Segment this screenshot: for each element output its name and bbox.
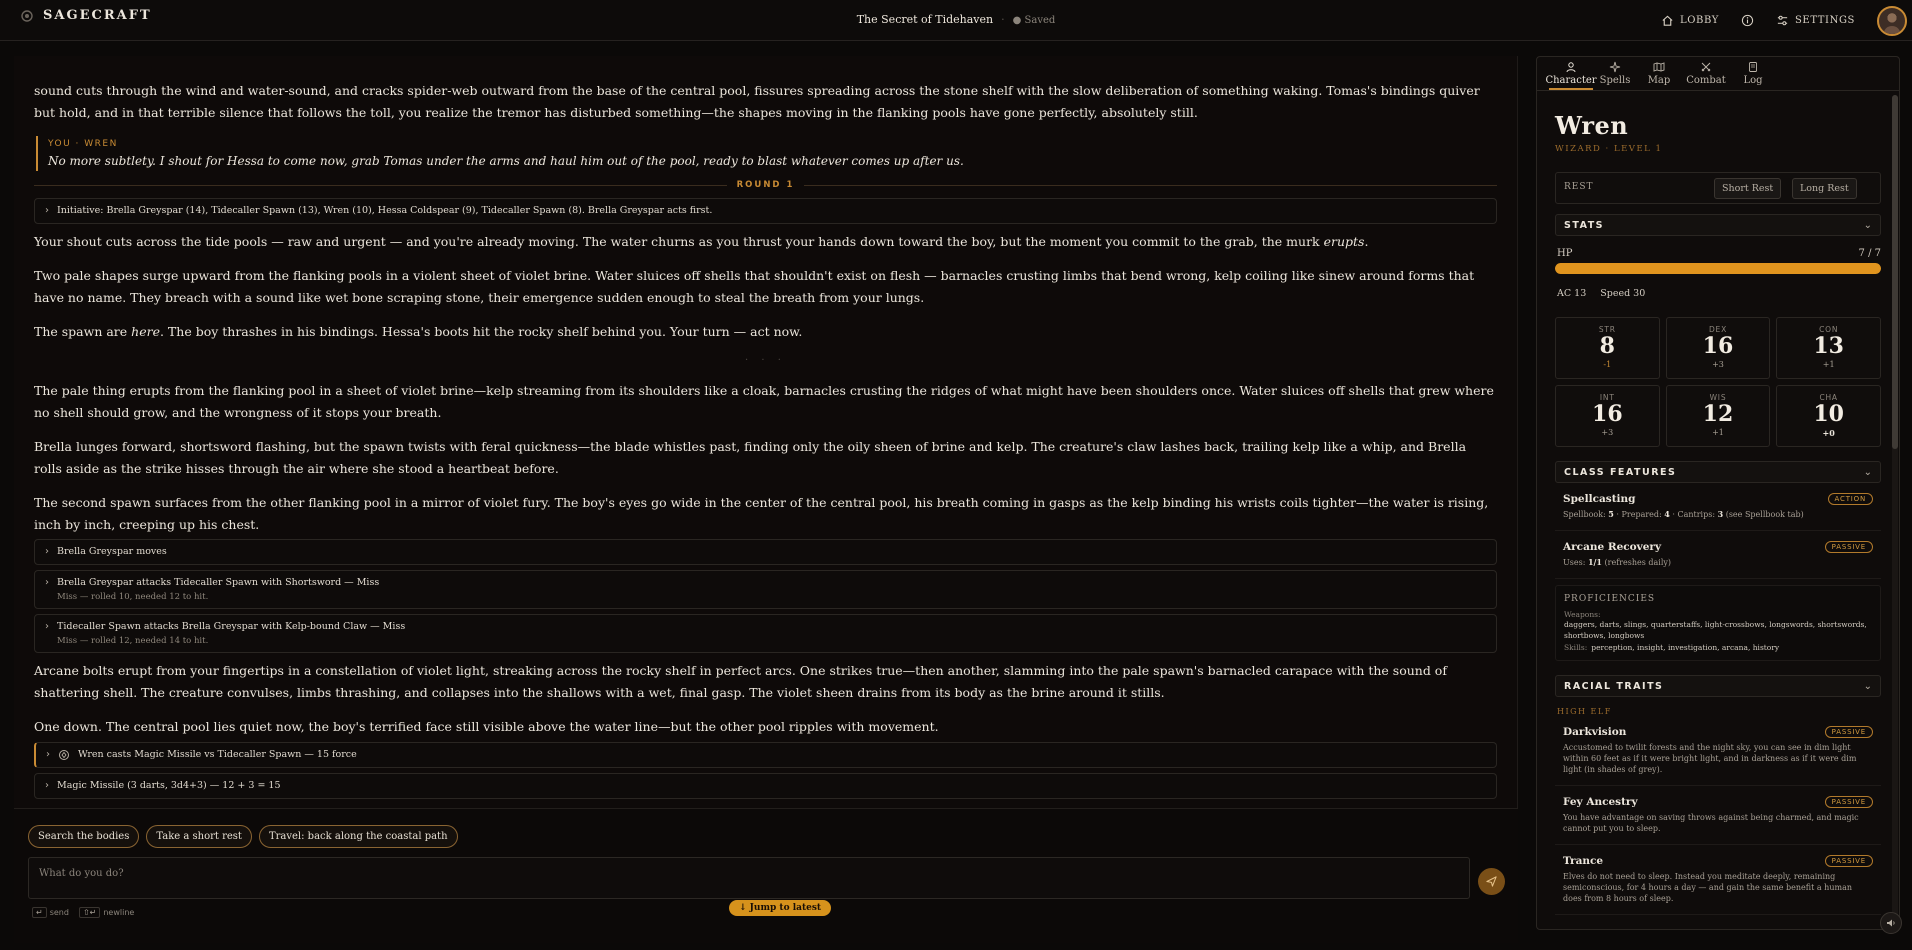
tab-map[interactable] xyxy=(1637,57,1681,90)
keyboard-hints xyxy=(32,908,134,917)
combat-log-entry[interactable] xyxy=(34,570,1497,609)
save-status: ● Saved xyxy=(1012,15,1056,26)
section-title: RACIAL TRAITS xyxy=(1564,680,1664,692)
session-title[interactable]: The Secret of Tidehaven xyxy=(856,13,994,26)
combat-log-entry[interactable] xyxy=(34,614,1497,653)
weapons-list: daggers, darts, slings, quarterstaffs, light-crossbows, longswords, shortswords, shortbows, longbows xyxy=(1564,620,1867,640)
ability-scores xyxy=(1555,317,1881,447)
brand[interactable] xyxy=(20,8,152,23)
proficiencies-panel xyxy=(1555,585,1881,661)
chevron-right-icon: › xyxy=(46,749,50,760)
story-paragraph: The second spawn surfaces from the other flanking pool in a mirror of violet fury. The boy's eyes go wide in the center of the central pool, his breath coming in gasps as the kelp binding his wrists coils tighter—the water is rising, inch by inch, creeping up his chest. xyxy=(34,495,1489,532)
character-class-level: WIZARD · LEVEL 1 xyxy=(1555,144,1663,154)
shift-enter-key: ⇧↵ xyxy=(79,907,100,918)
rest-label: REST xyxy=(1564,182,1594,192)
feature-badge: PASSIVE xyxy=(1825,541,1873,553)
log-title: Magic Missile (3 darts, 3d4+3) — 12 + 3 = 15 xyxy=(57,780,281,791)
newline-hint: newline xyxy=(103,908,135,917)
skills-list: perception, insight, investigation, arcana, history xyxy=(1591,643,1780,652)
feature-name: Arcane Recovery xyxy=(1563,541,1662,553)
skills-row xyxy=(1564,643,1872,652)
feature-badge: ACTION xyxy=(1828,493,1873,505)
lobby-button[interactable] xyxy=(1661,14,1719,27)
round-label: ROUND 1 xyxy=(736,180,795,190)
defense-row xyxy=(1555,288,1881,299)
trait-darkvision xyxy=(1555,716,1881,786)
tab-label: Log xyxy=(1743,75,1763,86)
chevron-right-icon: › xyxy=(45,205,49,216)
sidebar-scrollbar[interactable] xyxy=(1892,95,1898,930)
player-action-block xyxy=(36,136,1497,171)
character-sidebar xyxy=(1536,56,1900,930)
ability-str: STR 8 -1 xyxy=(1555,317,1660,379)
dice-log-entry[interactable] xyxy=(34,773,1497,799)
story-paragraph: One down. The central pool lies quiet now, the boy's terrified face still visible above the water line—but the other pool ripples with movement. xyxy=(34,719,939,734)
tab-spells[interactable] xyxy=(1593,57,1637,90)
scroll-icon xyxy=(1747,61,1759,73)
racial-traits-header[interactable] xyxy=(1555,675,1881,697)
ability-dex: DEX 16 +3 xyxy=(1666,317,1771,379)
tab-character[interactable] xyxy=(1545,57,1597,90)
section-title: STATS xyxy=(1564,219,1605,231)
long-rest-button[interactable]: Long Rest xyxy=(1792,178,1857,199)
proficiencies-title: PROFICIENCIES xyxy=(1564,594,1656,604)
hp-bar xyxy=(1555,263,1881,274)
hp-row xyxy=(1555,248,1881,259)
logo-icon xyxy=(20,9,34,23)
trait-badge: PASSIVE xyxy=(1825,796,1873,808)
save-status-text: Saved xyxy=(1024,15,1056,26)
send-button[interactable] xyxy=(1478,868,1505,895)
class-features-header[interactable] xyxy=(1555,461,1881,483)
chevron-right-icon: › xyxy=(45,577,49,588)
hp-label: HP xyxy=(1557,248,1573,259)
story-paragraph: Brella lunges forward, shortsword flashing, but the spawn twists with feral quickness—the blade whistles past, finding only the oily sheen of brine and kelp. The creature's claw lashes back, trailing kelp like a whip, and Brella rolls aside as the strike hisses through the air where she stood a heartbeat before. xyxy=(34,439,1467,476)
tab-label: Spells xyxy=(1599,75,1631,86)
story-paragraph: Arcane bolts erupt from your fingertips in a constellation of violet light, streaking across the rocky shelf in perfect arcs. One strikes true—then another, slamming into the pale spawn's barnacled carapace with the sound of shattering shell. The creature convulses, limbs thrashing, and collapses into the shallows with a wet, final gasp. The violet sheen drains from its body as the brine around it stills. xyxy=(34,663,1447,700)
section-divider: · · · xyxy=(745,355,786,366)
info-icon xyxy=(1741,14,1754,27)
lobby-label: LOBBY xyxy=(1680,15,1719,26)
ability-int: INT 16 +3 xyxy=(1555,385,1660,447)
story-paragraph: The spawn are here. The boy thrashes in his bindings. Hessa's boots hit the rocky shelf behind you. Your turn — act now. xyxy=(34,324,803,339)
title-separator: · xyxy=(1001,13,1005,26)
send-hint: send xyxy=(49,908,69,917)
brand-name: SAGECRAFT xyxy=(43,8,152,23)
tab-label: Combat xyxy=(1686,75,1726,86)
tab-label: Map xyxy=(1647,75,1671,86)
trait-badge: PASSIVE xyxy=(1825,726,1873,738)
ability-cha: CHA 10 +0 xyxy=(1776,385,1881,447)
chevron-down-icon: ⌄ xyxy=(1863,680,1872,692)
armor-class: AC 13 xyxy=(1557,288,1587,299)
trait-description: You have advantage on saving throws against being charmed, and magic cannot put you to sleep. xyxy=(1563,813,1859,833)
rest-panel xyxy=(1555,172,1881,204)
trait-badge: PASSIVE xyxy=(1825,855,1873,867)
log-title: Tidecaller Spawn attacks Brella Greyspar with Kelp-bound Claw — Miss xyxy=(57,621,406,632)
combat-log-entry[interactable] xyxy=(34,539,1497,565)
log-detail: Miss — rolled 10, needed 12 to hit. xyxy=(57,592,209,602)
settings-button[interactable] xyxy=(1776,14,1855,27)
story-paragraph: Two pale shapes surge upward from the flanking pools in a violent sheet of violet brine. Water sluices off shells that shouldn't exist on flesh — barnacles crusting limbs that bend wrong, kelp coiling like sinew around forms that have no name. They breach with a sound like wet bone scraping stone, their emergence sudden enough to steal the breath from your lungs. xyxy=(34,268,1475,305)
scrollbar-thumb[interactable] xyxy=(1892,95,1898,449)
swords-icon xyxy=(1700,61,1712,73)
story-paragraph: Your shout cuts across the tide pools — raw and urgent — and you're already moving. The water churns as you thrust your hands down toward the boy, but the moment you commit to the grab, the murk erupts. xyxy=(34,234,1369,249)
info-button[interactable] xyxy=(1741,14,1754,27)
chevron-right-icon: › xyxy=(45,621,49,632)
round-divider xyxy=(34,180,1497,190)
feature-name: Spellcasting xyxy=(1563,493,1636,505)
skills-label: Skills: xyxy=(1564,643,1588,652)
volume-button[interactable] xyxy=(1880,912,1902,934)
hp-bar-fill xyxy=(1555,263,1881,274)
settings-label: SETTINGS xyxy=(1794,15,1855,26)
hp-value: 7 / 7 xyxy=(1858,248,1881,259)
trait-description: Elves do not need to sleep. Instead you meditate deeply, remaining semiconscious, for 4 hours a day — and gain the same benefit a human does from 8 hours of sleep. xyxy=(1563,872,1852,903)
action-input[interactable]: What do you do? xyxy=(28,857,1470,899)
ability-wis: WIS 12 +1 xyxy=(1666,385,1771,447)
stats-section-header[interactable] xyxy=(1555,214,1881,236)
speaker-icon xyxy=(1886,918,1896,928)
map-icon xyxy=(1653,61,1665,73)
feature-detail: Spellbook: 5 · Prepared: 4 · Cantrips: 3 (see Spellbook tab) xyxy=(1563,509,1804,519)
suggestion-chip[interactable]: Travel: back along the coastal path xyxy=(259,825,458,848)
send-icon xyxy=(1485,875,1498,888)
log-title: Wren casts Magic Missile vs Tidecaller Spawn — 15 force xyxy=(78,749,357,760)
weapons-label: Weapons: xyxy=(1564,610,1601,619)
sidebar-tabs xyxy=(1537,57,1899,91)
tab-log[interactable] xyxy=(1731,57,1775,90)
log-title: Initiative: Brella Greyspar (14), Tidecaller Spawn (13), Wren (10), Hessa Coldspear (9), Tidecaller Spawn (8). Brella Greyspar acts first. xyxy=(57,205,713,216)
trait-description: Accustomed to twilit forests and the night sky, you can see in dim light within 60 feet as if it were bright light, and in darkness as if it were dim light (in shades of grey). xyxy=(1563,743,1857,774)
sliders-icon xyxy=(1776,14,1789,27)
story-paragraph: The pale thing erupts from the flanking pool in a sheet of violet brine—kelp streaming from its shoulders like a cloak, barnacles crusting the ridges of what might have been shoulders once. Water sluices off shells that grew where no shell should grow, and the wrongness of it stops your breath. xyxy=(34,383,1494,420)
story-panel[interactable] xyxy=(14,56,1518,808)
user-avatar[interactable] xyxy=(1877,6,1907,36)
feature-detail: Uses: 1/1 (refreshes daily) xyxy=(1563,557,1672,567)
trait-name: Fey Ancestry xyxy=(1563,796,1638,808)
spell-log-entry[interactable] xyxy=(34,742,1497,768)
chevron-down-icon: ⌄ xyxy=(1863,466,1872,478)
speed: Speed 30 xyxy=(1600,288,1646,299)
enter-key: ↵ xyxy=(32,907,47,918)
log-detail: Miss — rolled 12, needed 14 to hit. xyxy=(57,636,209,646)
trait-trance xyxy=(1555,845,1881,915)
trait-name: Trance xyxy=(1563,855,1604,867)
feature-spellcasting xyxy=(1555,483,1881,531)
person-icon xyxy=(1565,61,1577,73)
trait-fey-ancestry xyxy=(1555,786,1881,845)
log-title: Brella Greyspar attacks Tidecaller Spawn with Shortsword — Miss xyxy=(57,577,380,588)
chevron-right-icon: › xyxy=(45,780,49,791)
character-name: Wren xyxy=(1555,111,1629,140)
initiative-log[interactable] xyxy=(34,198,1497,224)
home-icon xyxy=(1661,14,1674,27)
sparkle-icon xyxy=(1609,61,1621,73)
suggestion-chips xyxy=(28,825,458,848)
composer xyxy=(14,808,1518,943)
tab-combat[interactable] xyxy=(1681,57,1731,90)
short-rest-button[interactable]: Short Rest xyxy=(1714,178,1781,199)
player-action-text: No more subtlety. I shout for Hessa to come now, grab Tomas under the arms and haul him out of the pool, ready to blast whatever comes up after us. xyxy=(48,154,964,168)
suggestion-chip[interactable]: Take a short rest xyxy=(146,825,252,848)
ability-con: CON 13 +1 xyxy=(1776,317,1881,379)
chevron-right-icon: › xyxy=(45,546,49,557)
section-title: CLASS FEATURES xyxy=(1564,466,1677,478)
spell-icon xyxy=(58,749,70,761)
trait-name: Darkvision xyxy=(1563,726,1627,738)
feature-arcane-recovery xyxy=(1555,531,1881,579)
suggestion-chip[interactable]: Search the bodies xyxy=(28,825,139,848)
chevron-down-icon: ⌄ xyxy=(1863,219,1872,231)
top-bar xyxy=(0,0,1912,41)
story-paragraph: sound cuts through the wind and water-sound, and cracks spider-web outward from the base of the central pool, fissures spreading across the stone shelf with the slow deliberation of something waking. Tomas's bindings quiver but hold, and in that terrible silence that follows the toll, you realize the tremor has disturbed something—the shapes moving in the flanking pools have gone perfectly, absolutely still. xyxy=(34,83,1480,120)
race-name: HIGH ELF xyxy=(1557,707,1612,716)
jump-to-latest-button[interactable]: ↓ Jump to latest xyxy=(729,900,831,916)
player-action-label: YOU · WREN xyxy=(48,139,118,149)
tab-label: Character xyxy=(1545,75,1597,86)
session-title-bar xyxy=(0,13,1912,26)
log-title: Brella Greyspar moves xyxy=(57,546,167,557)
